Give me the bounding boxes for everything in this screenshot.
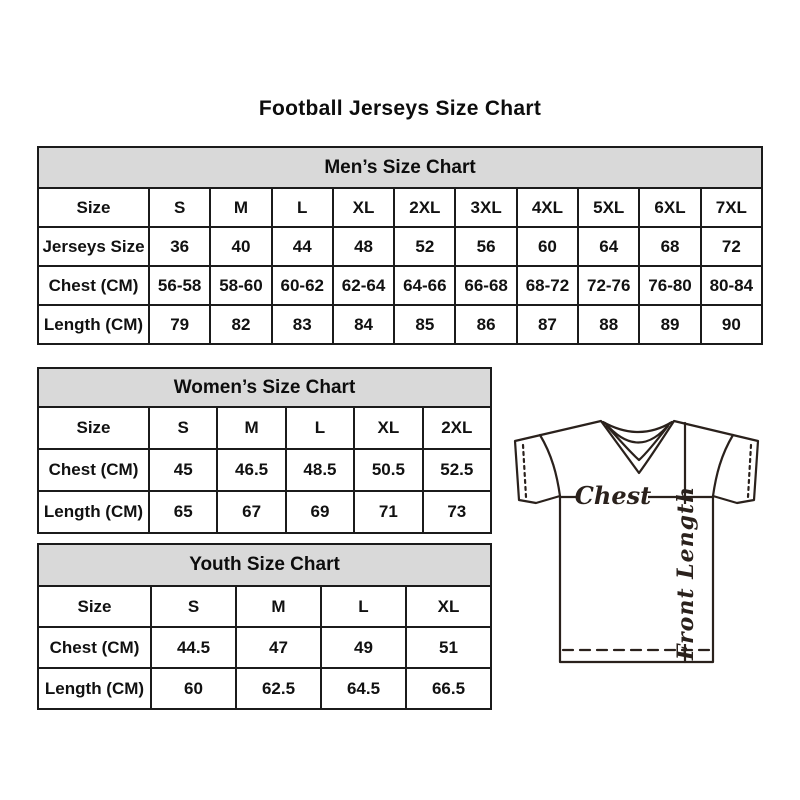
cell: 52 bbox=[394, 227, 455, 266]
cell: 60 bbox=[151, 668, 236, 709]
cell: 64.5 bbox=[321, 668, 406, 709]
cell: L bbox=[321, 586, 406, 627]
cell: 58-60 bbox=[210, 266, 271, 305]
cell: 36 bbox=[149, 227, 210, 266]
cell: 60-62 bbox=[272, 266, 333, 305]
womens-size-table bbox=[37, 367, 492, 534]
cell: S bbox=[149, 188, 210, 227]
mens-table-header-row bbox=[38, 147, 762, 188]
cell: 56 bbox=[455, 227, 516, 266]
cell: 68 bbox=[639, 227, 700, 266]
cell: 46.5 bbox=[217, 449, 285, 491]
womens-table-title: Women’s Size Chart bbox=[38, 368, 491, 407]
table-row bbox=[38, 627, 491, 668]
chest-label: Chest bbox=[574, 481, 652, 510]
cell: 73 bbox=[423, 491, 491, 533]
table-row bbox=[38, 266, 762, 305]
table-row bbox=[38, 449, 491, 491]
table-row bbox=[38, 586, 491, 627]
table-row bbox=[38, 407, 491, 449]
cell: XL bbox=[406, 586, 491, 627]
cell: M bbox=[210, 188, 271, 227]
cell: 62.5 bbox=[236, 668, 321, 709]
row-label: Chest (CM) bbox=[38, 627, 151, 668]
youth-table-header-row bbox=[38, 544, 491, 586]
cell: 40 bbox=[210, 227, 271, 266]
cell: 83 bbox=[272, 305, 333, 344]
cell: 62-64 bbox=[333, 266, 394, 305]
cell: M bbox=[236, 586, 321, 627]
womens-table-header-row bbox=[38, 368, 491, 407]
cell: 66-68 bbox=[455, 266, 516, 305]
cell: 88 bbox=[578, 305, 639, 344]
cell: 60 bbox=[517, 227, 578, 266]
cell: 68-72 bbox=[517, 266, 578, 305]
row-label: Size bbox=[38, 407, 149, 449]
cell: 2XL bbox=[394, 188, 455, 227]
row-label: Length (CM) bbox=[38, 305, 149, 344]
cell: 2XL bbox=[423, 407, 491, 449]
cell: L bbox=[286, 407, 354, 449]
cell: 82 bbox=[210, 305, 271, 344]
cell: 71 bbox=[354, 491, 422, 533]
cell: 67 bbox=[217, 491, 285, 533]
cell: 52.5 bbox=[423, 449, 491, 491]
cell: 86 bbox=[455, 305, 516, 344]
cell: 72 bbox=[701, 227, 762, 266]
cell: 51 bbox=[406, 627, 491, 668]
cell: 80-84 bbox=[701, 266, 762, 305]
cell: 72-76 bbox=[578, 266, 639, 305]
cell: 49 bbox=[321, 627, 406, 668]
cell: 87 bbox=[517, 305, 578, 344]
cell: 6XL bbox=[639, 188, 700, 227]
cell: 48 bbox=[333, 227, 394, 266]
cell: 89 bbox=[639, 305, 700, 344]
table-row bbox=[38, 491, 491, 533]
cell: 48.5 bbox=[286, 449, 354, 491]
row-label: Chest (CM) bbox=[38, 266, 149, 305]
cell: 44.5 bbox=[151, 627, 236, 668]
cell: 47 bbox=[236, 627, 321, 668]
cell: 50.5 bbox=[354, 449, 422, 491]
cell: 64 bbox=[578, 227, 639, 266]
cell: 84 bbox=[333, 305, 394, 344]
cell: 65 bbox=[149, 491, 217, 533]
row-label: Jerseys Size bbox=[38, 227, 149, 266]
cell: 56-58 bbox=[149, 266, 210, 305]
front-length-label: Front Length bbox=[673, 485, 699, 661]
cell: 44 bbox=[272, 227, 333, 266]
row-label: Chest (CM) bbox=[38, 449, 149, 491]
cell: 69 bbox=[286, 491, 354, 533]
row-label: Size bbox=[38, 188, 149, 227]
cell: 4XL bbox=[517, 188, 578, 227]
cell: M bbox=[217, 407, 285, 449]
cell: 90 bbox=[701, 305, 762, 344]
cell: XL bbox=[333, 188, 394, 227]
youth-size-table bbox=[37, 543, 492, 710]
table-row bbox=[38, 668, 491, 709]
page-title: Football Jerseys Size Chart bbox=[258, 97, 542, 120]
cell: 45 bbox=[149, 449, 217, 491]
row-label: Length (CM) bbox=[38, 491, 149, 533]
cell: 5XL bbox=[578, 188, 639, 227]
table-row bbox=[38, 188, 762, 227]
cell: L bbox=[272, 188, 333, 227]
cell: S bbox=[151, 586, 236, 627]
row-label: Length (CM) bbox=[38, 668, 151, 709]
mens-size-table bbox=[37, 146, 763, 345]
cell: 66.5 bbox=[406, 668, 491, 709]
table-row bbox=[38, 227, 762, 266]
jersey-measurement-diagram bbox=[500, 400, 780, 680]
cell: XL bbox=[354, 407, 422, 449]
cell: 3XL bbox=[455, 188, 516, 227]
cell: S bbox=[149, 407, 217, 449]
youth-table-title: Youth Size Chart bbox=[38, 544, 491, 586]
cell: 7XL bbox=[701, 188, 762, 227]
table-row bbox=[38, 305, 762, 344]
cell: 76-80 bbox=[639, 266, 700, 305]
cell: 64-66 bbox=[394, 266, 455, 305]
cell: 79 bbox=[149, 305, 210, 344]
cell: 85 bbox=[394, 305, 455, 344]
row-label: Size bbox=[38, 586, 151, 627]
mens-table-title: Men’s Size Chart bbox=[38, 147, 762, 188]
